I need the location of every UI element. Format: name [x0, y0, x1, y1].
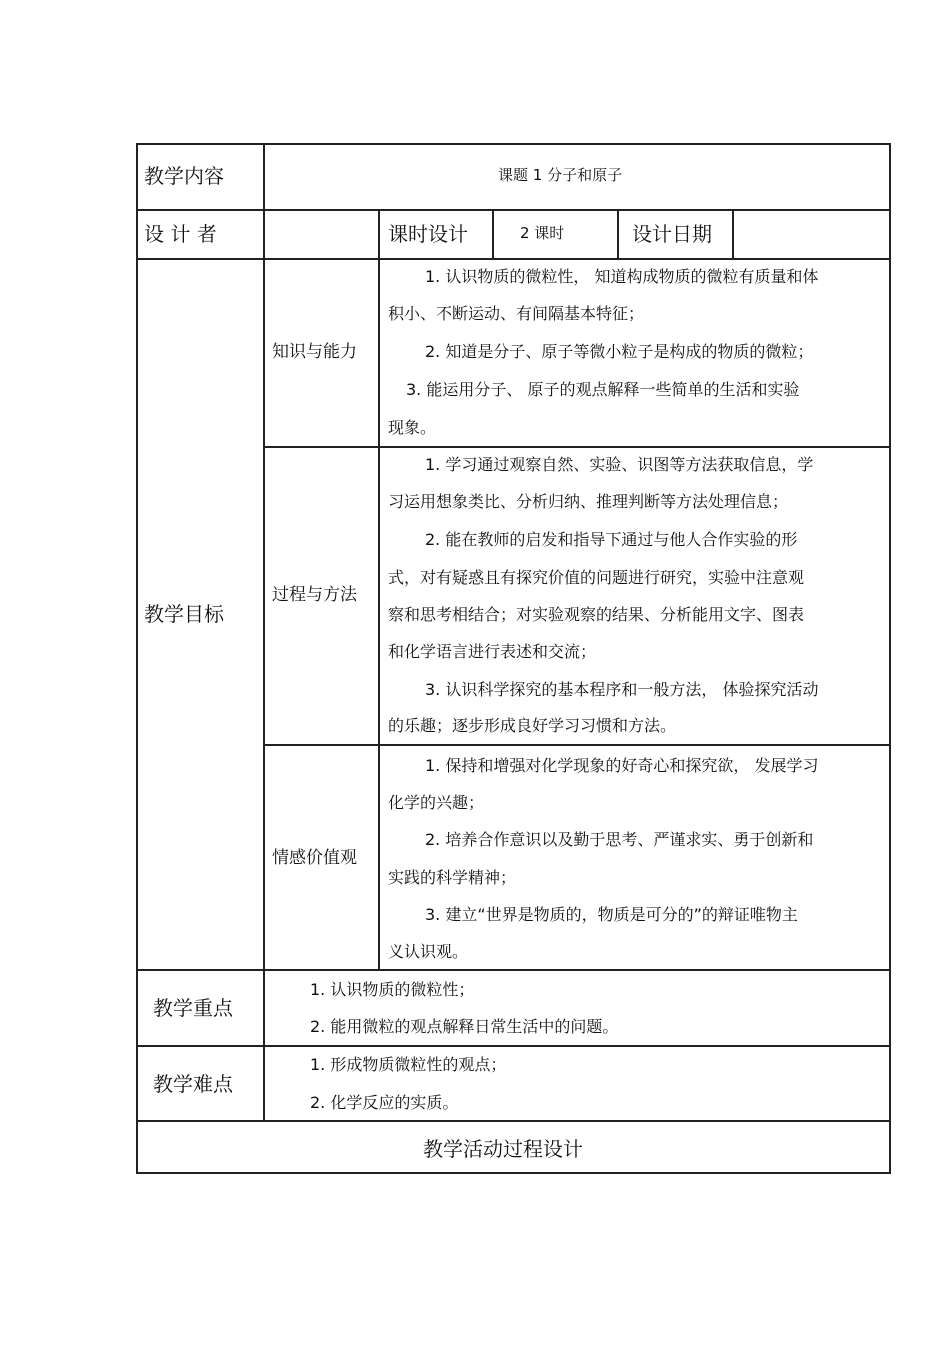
- list-item: 的乐趣；逐步形成良好学习习惯和方法。: [388, 716, 677, 735]
- list-item: 式，对有疑惑且有探究价值的问题进行研究，实验中注意观: [388, 568, 805, 587]
- list-item: 实践的科学精神；: [388, 868, 517, 887]
- row-divider: [136, 1045, 891, 1047]
- content-label: 教学内容: [144, 164, 224, 188]
- column-divider: [263, 143, 265, 1121]
- list-item: 2. 化学反应的实质。: [310, 1093, 459, 1112]
- difficult-points-label: 教学难点: [153, 1072, 233, 1096]
- column-divider: [732, 209, 734, 259]
- row-divider: [136, 209, 891, 211]
- list-item: 3. 能运用分子、 原子的观点解释一些简单的生活和实验: [406, 380, 800, 399]
- row-divider: [263, 744, 891, 746]
- activity-title: 教学活动过程设计: [423, 1137, 583, 1161]
- table-border-right: [889, 143, 891, 1173]
- knowledge-label: 知识与能力: [272, 342, 357, 362]
- period-label: 课时设计: [388, 222, 468, 246]
- date-label: 设计日期: [632, 222, 712, 246]
- emotion-label: 情感价值观: [272, 848, 357, 868]
- list-item: 2. 能在教师的启发和指导下通过与他人合作实验的形: [425, 530, 798, 549]
- list-item: 现象。: [388, 418, 437, 437]
- table-border-top: [136, 143, 891, 145]
- row-divider: [263, 446, 891, 448]
- list-item: 2. 能用微粒的观点解释日常生活中的问题。: [310, 1017, 619, 1036]
- table-border-left: [136, 143, 138, 1173]
- list-item: 1. 保持和增强对化学现象的好奇心和探究欲， 发展学习: [425, 756, 819, 775]
- column-divider: [378, 209, 380, 970]
- row-divider: [136, 969, 891, 971]
- list-item: 3. 认识科学探究的基本程序和一般方法， 体验探究活动: [425, 680, 819, 699]
- list-item: 2. 知道是分子、原子等微小粒子是构成的物质的微粒；: [425, 342, 814, 361]
- lesson-title: 课题 1 分子和原子: [498, 166, 623, 184]
- period-value: 2 课时: [520, 224, 565, 242]
- process-label: 过程与方法: [272, 585, 357, 605]
- list-item: 1. 学习通过观察自然、实验、识图等方法获取信息，学: [425, 455, 814, 474]
- list-item: 2. 培养合作意识以及勤于思考、严谨求实、勇于创新和: [425, 830, 814, 849]
- objectives-label: 教学目标: [144, 602, 224, 626]
- list-item: 和化学语言进行表述和交流；: [388, 642, 597, 661]
- column-divider: [617, 209, 619, 259]
- list-item: 1. 形成物质微粒性的观点；: [310, 1055, 507, 1074]
- list-item: 1. 认识物质的微粒性；: [310, 980, 475, 999]
- column-divider: [492, 209, 494, 259]
- list-item: 义认识观。: [388, 942, 469, 961]
- row-divider: [136, 1120, 891, 1122]
- row-divider: [136, 258, 891, 260]
- list-item: 1. 认识物质的微粒性， 知道构成物质的微粒有质量和体: [425, 267, 819, 286]
- list-item: 3. 建立“世界是物质的，物质是可分的”的辩证唯物主: [425, 905, 798, 924]
- list-item: 察和思考相结合；对实验观察的结果、分析能用文字、图表: [388, 605, 805, 624]
- table-border-bottom: [136, 1172, 891, 1174]
- list-item: 习运用想象类比、分析归纳、推理判断等方法处理信息；: [388, 492, 789, 511]
- designer-label: 设 计 者: [144, 222, 217, 246]
- list-item: 化学的兴趣；: [388, 793, 485, 812]
- list-item: 积小、不断运动、有间隔基本特征；: [388, 304, 645, 323]
- key-points-label: 教学重点: [153, 996, 233, 1020]
